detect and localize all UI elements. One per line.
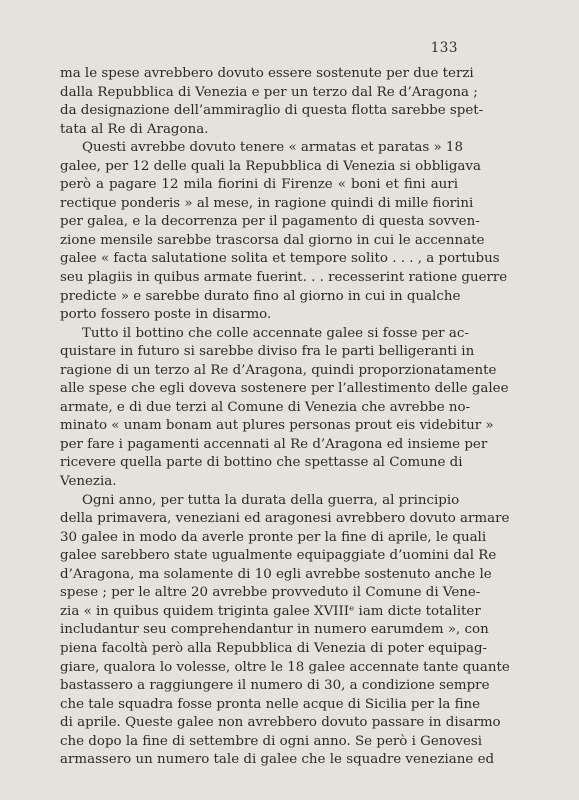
text-line: però a pagare 12 mila fiorini di Firenze « boni et fini auri: [60, 177, 458, 193]
text-line: minato « unam bonam aut plures personas prout eis videbitur »: [60, 418, 494, 434]
text-line: che dopo la fine di settembre di ogni anno. Se però i Genovesi: [60, 733, 483, 749]
text-line: per fare i pagamenti accennati al Re d’Aragona ed insieme per: [60, 436, 488, 452]
text-line: ragione di un terzo al Re d’Aragona, quindi proporzionatamente: [60, 362, 497, 378]
text-line: Ogni anno, per tutta la durata della guerra, al principio: [82, 492, 460, 508]
text-line: di aprile. Queste galee non avrebbero dovuto passare in disarmo: [60, 715, 501, 731]
text-line: 30 galee in modo da averle pronte per la fine di aprile, le quali: [60, 529, 487, 545]
text-line: giare, qualora lo volesse, oltre le 18 galee accennate tante quante: [60, 659, 510, 675]
text-line: galee, per 12 delle quali la Repubblica di Venezia si obbligava: [60, 158, 481, 174]
text-line: ma le spese avrebbero dovuto essere sostenute per due terzi: [60, 66, 474, 81]
text-line: armate, e di due terzi al Comune di Venezia che avrebbe no-: [60, 399, 471, 415]
text-line: piena facoltà però alla Repubblica di Venezia di poter equipag-: [60, 640, 488, 656]
text-line: spese ; per le altre 20 avrebbe provveduto il Comune di Vene-: [60, 585, 481, 601]
text-line: seu plagiis in quibus armate fuerint. . . recesserint ratione guerre: [60, 270, 508, 286]
text-line: da designazione dell’ammiraglio di questa flotta sarebbe spet-: [60, 103, 484, 119]
text-line: per galea, e la decorrenza per il pagamento di questa sovven-: [60, 214, 480, 230]
text-line: della primavera, veneziani ed aragonesi avrebbero dovuto armare: [60, 511, 510, 527]
text-line: Questi avrebbe dovuto tenere « armatas et paratas » 18: [82, 140, 463, 156]
text-line: d’Aragona, ma solamente di 10 egli avrebbe sostenuto anche le: [60, 566, 492, 582]
text-line: Venezia.: [60, 474, 117, 490]
text-line: quistare in futuro si sarebbe diviso fra le parti belligeranti in: [60, 344, 475, 360]
page-number: 133: [430, 40, 458, 56]
text-line: includantur seu comprehendantur in numero earumdem », con: [60, 622, 489, 638]
text-line: zia « in quibus quidem triginta galee XVIIIᵉ iam dicte totaliter: [60, 603, 481, 619]
text-line: porto fossero poste in disarmo.: [60, 307, 272, 323]
text-line: zione mensile sarebbe trascorsa dal giorno in cui le accennate: [60, 232, 485, 248]
text-line: tata al Re di Aragona.: [60, 121, 209, 137]
text-line: che tale squadra fosse pronta nelle acque di Sicilia per la fine: [60, 696, 481, 712]
text-line: ricevere quella parte di bottino che spettasse al Comune di: [60, 455, 463, 471]
text-line: predicte » e sarebbe durato fino al giorno in cui in qualche: [60, 288, 461, 304]
text-line: dalla Repubblica di Venezia e per un terzo dal Re d’Aragona ;: [60, 84, 478, 100]
text-line: alle spese che egli doveva sostenere per l’allestimento delle galee: [60, 381, 509, 397]
body-text: [60, 65, 510, 770]
text-line: armassero un numero tale di galee che le squadre veneziane ed: [60, 752, 495, 768]
text-line: bastassero a raggiungere il numero di 30, a condizione sempre: [60, 678, 490, 694]
text-line: galee sarebbero state ugualmente equipaggiate d’uomini dal Re: [60, 548, 497, 564]
text-line: Tutto il bottino che colle accennate galee si fosse per ac-: [82, 325, 469, 341]
text-line: galee « facta salutatione solita et tempore solito . . . , a portubus: [60, 251, 500, 267]
text-line: rectique ponderis » al mese, in ragione quindi di mille fiorini: [60, 195, 474, 211]
